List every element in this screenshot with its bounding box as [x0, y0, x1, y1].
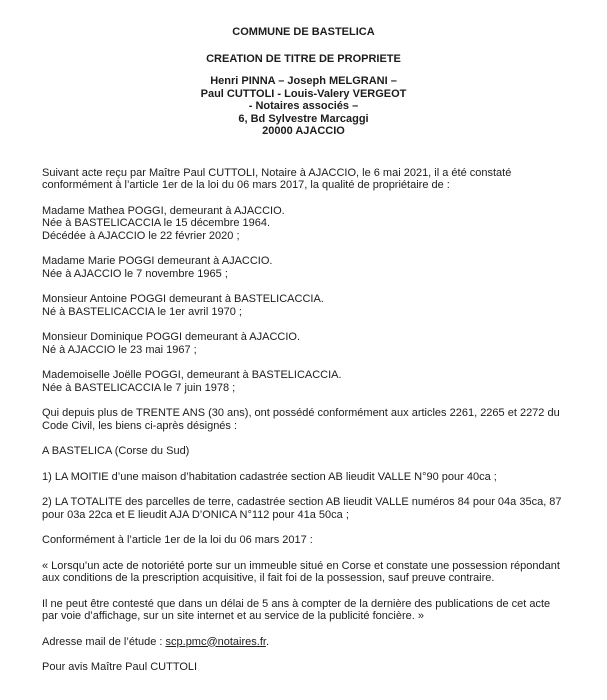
person-name-line: Monsieur Antoine POGGI demeurant à BASTELICACCIA.	[42, 293, 324, 305]
possession-paragraph: Qui depuis plus de TRENTE ANS (30 ans), ont possédé conformément aux articles 2261, 2265 et 2272 du Code Civil, les biens ci-après désignés :	[42, 407, 560, 432]
person-birth-line: Née à AJACCIO le 7 novembre 1965 ;	[42, 267, 228, 280]
legal-quote-part-2: Il ne peut être contesté que dans un délai de 5 ans à compter de la dernière des publications de cet acte par voie d’affichage, sur un site internet et au service de la publicité foncière. »	[42, 597, 551, 622]
office-street-address: 6, Bd Sylvestre Marcaggi	[238, 112, 369, 125]
person-birth-line: Né à AJACCIO le 23 mai 1967 ;	[42, 343, 197, 356]
property-item-2: 2) LA TOTALITE des parcelles de terre, cadastrée section AB lieudit VALLE numéros 84 pour 04a 35ca, 87 pour 03a 22ca et E lieudit AJA D’ONICA N°112 pour 41a 50ca ;	[42, 496, 562, 521]
location-line: A BASTELICA (Corse du Sud)	[42, 445, 190, 457]
person-name-line: Monsieur Dominique POGGI demeurant à AJACCIO.	[42, 331, 300, 343]
conformity-line: Conformément à l’article 1er de la loi du 06 mars 2017 :	[42, 534, 313, 546]
person-name-line: Madame Mathea POGGI, demeurant à AJACCIO.	[42, 204, 285, 217]
person-death-line: Décédée à AJACCIO le 22 février 2020 ;	[42, 229, 240, 242]
person-block-mathea-poggi	[42, 205, 565, 243]
office-city: 20000 AJACCIO	[262, 125, 345, 137]
person-block-marie-poggi	[42, 255, 565, 280]
document-title: CREATION DE TITRE DE PROPRIETE	[206, 52, 401, 65]
person-block-dominique-poggi	[42, 331, 565, 356]
person-name-line: Mademoiselle Joëlle POGGI, demeurant à BASTELICACCIA.	[42, 369, 342, 381]
email-label: Adresse mail de l’étude :	[42, 635, 166, 648]
email-paragraph	[42, 636, 565, 649]
notary-names-line-2: Paul CUTTOLI - Louis-Valery VERGEOT	[200, 87, 407, 100]
document-body	[42, 167, 565, 674]
person-birth-line: Née à BASTELICACCIA le 15 décembre 1964.	[42, 217, 271, 229]
person-block-joelle-poggi	[42, 369, 565, 394]
legal-quote-part-1: « Lorsqu’un acte de notoriété porte sur un immeuble situé en Corse et constate une possession répondant aux conditions de la prescription acquisitive, il fait foi de la possession, sauf preuve contraire.	[42, 559, 560, 584]
person-birth-line: Né à BASTELICACCIA le 1er avril 1970 ;	[42, 305, 242, 318]
property-item-1: 1) LA MOITIE d’une maison d’habitation cadastrée section AB lieudit VALLE N°90 pour 40ca ;	[42, 470, 497, 483]
signature-line: Pour avis Maître Paul CUTTOLI	[42, 661, 198, 673]
intro-paragraph: Suivant acte reçu par Maître Paul CUTTOLI, Notaire à AJACCIO, le 6 mai 2021, il a été constaté conformément à l’article 1er de la loi du 06 mars 2017, la qualité de propriétaire de :	[42, 166, 512, 191]
email-link[interactable]: scp.pmc@notaires.fr	[165, 635, 266, 648]
person-block-antoine-poggi	[42, 293, 565, 318]
document-header	[42, 26, 565, 138]
email-suffix: .	[265, 635, 270, 648]
person-name-line: Madame Marie POGGI demeurant à AJACCIO.	[42, 255, 273, 267]
commune-title: COMMUNE DE BASTELICA	[232, 26, 375, 38]
notary-office-block	[42, 75, 565, 138]
notary-names-line-1: Henri PINNA – Joseph MELGRANI –	[210, 75, 397, 87]
notaires-associes-line: - Notaires associés –	[248, 100, 359, 112]
person-birth-line: Née à BASTELICACCIA le 7 juin 1978 ;	[42, 381, 236, 394]
